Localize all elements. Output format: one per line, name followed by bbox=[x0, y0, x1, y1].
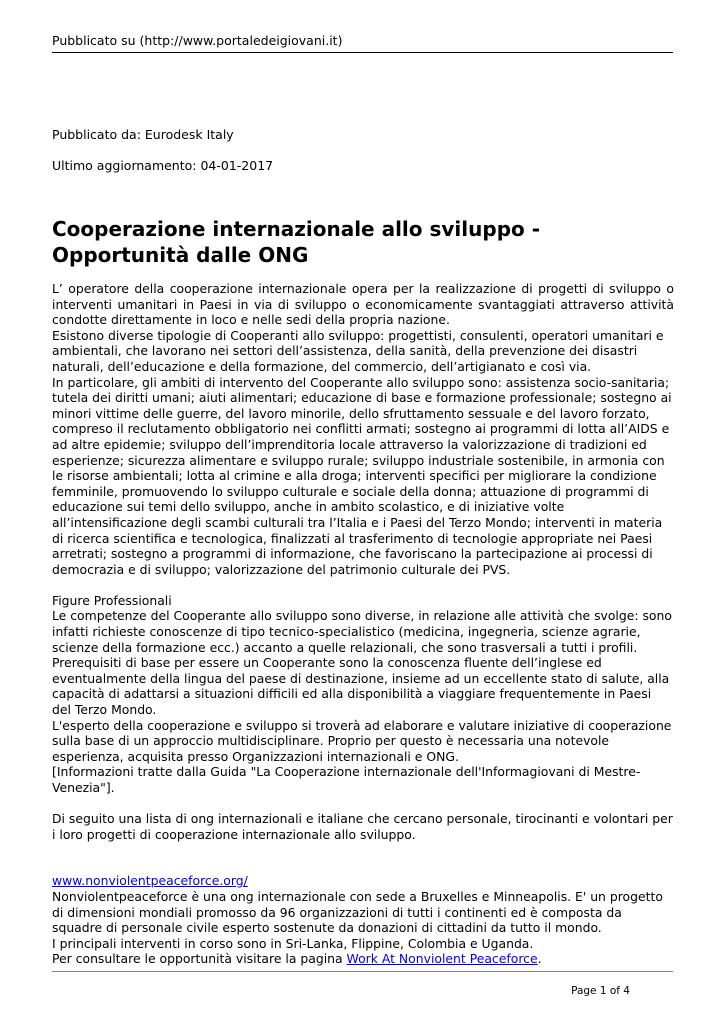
skills-paragraph: Le competenze del Cooperante allo sviluppo sono diverse, in relazione alle attività che svolge: sono infatti richieste conoscenze di tipo tecnico-specialistico (medicina, ingegneria, scienze agrarie, scienze della formazione ecc.) accanto a quelle relazionali, che sono trasversali a tutti i profili. bbox=[52, 608, 672, 655]
last-update: Ultimo aggiornamento: 04-01-2017 bbox=[52, 158, 274, 173]
prerequisites-paragraph: Prerequisiti di base per essere un Cooperante sono la conoscenza fluente dell’inglese ed eventualmente della lingua del paese di destinazione, insieme ad un eccellente stato di salute, alla capacità di adattarsi a situazioni difficili ed alla disponibilità a viaggiare frequentemente in Paesi del Terzo Mondo. bbox=[52, 655, 670, 718]
org-opportunities-line bbox=[52, 951, 674, 967]
published-by: Pubblicato da: Eurodesk Italy bbox=[52, 127, 234, 142]
source-note: [Informazioni tratte dalla Guida "La Cooperazione internazionale dell'Informagiovani di Mestre-Venezia"]. bbox=[52, 764, 641, 795]
section-heading: Figure Professionali bbox=[52, 592, 172, 608]
opportunities-suffix: . bbox=[537, 951, 542, 967]
footer-divider bbox=[52, 971, 673, 972]
source-header: Pubblicato su (http://www.portaledeigiovani.it) bbox=[52, 33, 343, 48]
expert-paragraph: L'esperto della cooperazione e sviluppo si troverà ad elaborare e valutare iniziative di cooperazione sulla base di un approccio multidisciplinare. Proprio per questo è necessaria una notevole esperienza, acquisita presso Organizzazioni internazionali e ONG. bbox=[52, 717, 672, 764]
article-body bbox=[52, 281, 674, 967]
intro-paragraph: L’ operatore della cooperazione internazionale opera per la realizzazione di progetti di sviluppo o interventi umanitari in Paesi in via di sviluppo o economicamente svantaggiati attraverso attività condotte direttamente in loco e nelle sedi della propria nazione. bbox=[52, 281, 674, 328]
org-website-link[interactable]: www.nonviolentpeaceforce.org/ bbox=[52, 873, 248, 889]
org-interventions: I principali interventi in corso sono in Sri-Lanka, Flippine, Colombia e Uganda. bbox=[52, 935, 534, 951]
fields-paragraph: In particolare, gli ambiti di intervento del Cooperante allo sviluppo sono: assistenza socio-sanitaria; tutela dei diritti umani; aiuti alimentari; educazione di base e formazione professionale; sostegno ai minori vittime delle guerre, del lavoro minorile, dello sfruttamento sessuale e del lavoro forzato, compreso il reclutamento obbligatorio nei conflitti armati; sostegno ai programmi di lotta all’AIDS e ad altre epidemie; sviluppo dell’imprenditoria locale attraverso la valorizzazione di tradizioni ed esperienze; sicurezza alimentare e sviluppo rurale; sviluppo industriale sostenibile, in armonia con le risorse ambientali; lotta al crimine e alla droga; interventi specifici per migliorare la condizione femminile, promuovendo lo sviluppo culturale e sociale della donna; attuazione di programmi di educazione sui temi dello sviluppo, anche in ambito scolastico, e di iniziative volte all’intensificazione degli scambi culturali tra l’Italia e i Paesi del Terzo Mondo; interventi in materia di ricerca scientifica e tecnologica, finalizzati al trasferimento di tecnologie appropriate nei Paesi arretrati; sostegno a programmi di informazione, che favoriscano la partecipazione ai processi di democrazia e di sviluppo; valorizzazione del patrimonio culturale dei PVS. bbox=[52, 374, 672, 577]
spacer bbox=[52, 577, 674, 593]
org-link-line bbox=[52, 873, 674, 889]
header-divider bbox=[52, 52, 673, 53]
spacer bbox=[52, 796, 674, 812]
org-description: Nonviolentpeaceforce è una ong internazionale con sede a Bruxelles e Minneapolis. E' un progetto di dimensioni mondiali promosso da 96 organizzazioni di tutti i continenti ed è composta da squadre di personale civile esperto sostenute da donazioni di cittadini da tutto il mondo. bbox=[52, 888, 663, 936]
opportunities-link[interactable]: Work At Nonviolent Peaceforce bbox=[346, 951, 538, 967]
list-intro: Di seguito una lista di ong internazionali e italiane che cercano personale, tirocinanti e volontari per i loro progetti di cooperazione internazionale allo sviluppo. bbox=[52, 811, 673, 842]
typologies-paragraph: Esistono diverse tipologie di Cooperanti allo sviluppo: progettisti, consulenti, operatori umanitari e ambientali, che lavorano nei settori dell’assistenza, della sanità, della prevenzione dei disastri naturali, dell’educazione e della formazione, del commercio, dell’artigianato e così via. bbox=[52, 327, 664, 374]
article-title: Cooperazione internazionale allo sviluppo - Opportunità dalle ONG bbox=[52, 217, 541, 267]
page-indicator: Page 1 of 4 bbox=[571, 985, 630, 997]
spacer bbox=[52, 842, 674, 873]
opportunities-prefix: Per consultare le opportunità visitare la pagina bbox=[52, 951, 347, 967]
